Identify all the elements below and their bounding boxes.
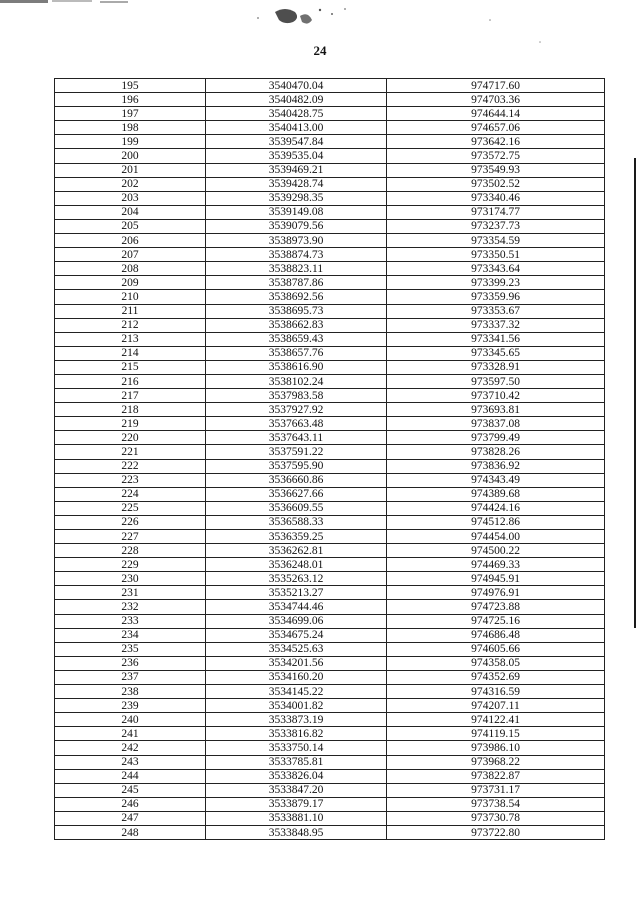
point-number-cell: 241 bbox=[55, 727, 206, 741]
y-coordinate-cell: 973328.91 bbox=[387, 360, 605, 374]
point-number-cell: 231 bbox=[55, 586, 206, 600]
y-coordinate-cell: 973340.46 bbox=[387, 191, 605, 205]
point-number-cell: 235 bbox=[55, 642, 206, 656]
point-number-cell: 218 bbox=[55, 403, 206, 417]
y-coordinate-cell: 973710.42 bbox=[387, 389, 605, 403]
x-coordinate-cell: 3539298.35 bbox=[206, 191, 387, 205]
table-row bbox=[55, 374, 605, 388]
point-number-cell: 221 bbox=[55, 445, 206, 459]
y-coordinate-cell: 973399.23 bbox=[387, 276, 605, 290]
y-coordinate-cell: 973174.77 bbox=[387, 205, 605, 219]
point-number-cell: 232 bbox=[55, 600, 206, 614]
point-number-cell: 210 bbox=[55, 290, 206, 304]
x-coordinate-cell: 3534145.22 bbox=[206, 685, 387, 699]
table-row bbox=[55, 642, 605, 656]
x-coordinate-cell: 3533816.82 bbox=[206, 727, 387, 741]
point-number-cell: 215 bbox=[55, 360, 206, 374]
point-number-cell: 243 bbox=[55, 755, 206, 769]
point-number-cell: 207 bbox=[55, 248, 206, 262]
point-number-cell: 225 bbox=[55, 501, 206, 515]
x-coordinate-cell: 3534699.06 bbox=[206, 614, 387, 628]
table-row bbox=[55, 600, 605, 614]
point-number-cell: 209 bbox=[55, 276, 206, 290]
y-coordinate-cell: 973353.67 bbox=[387, 304, 605, 318]
y-coordinate-cell: 973722.80 bbox=[387, 825, 605, 839]
y-coordinate-cell: 973730.78 bbox=[387, 811, 605, 825]
table-row bbox=[55, 530, 605, 544]
y-coordinate-cell: 973642.16 bbox=[387, 135, 605, 149]
point-number-cell: 213 bbox=[55, 332, 206, 346]
page-number: 24 bbox=[313, 43, 327, 58]
table-row bbox=[55, 191, 605, 205]
x-coordinate-cell: 3538695.73 bbox=[206, 304, 387, 318]
y-coordinate-cell: 974644.14 bbox=[387, 107, 605, 121]
y-coordinate-cell: 974352.69 bbox=[387, 670, 605, 684]
table-row bbox=[55, 79, 605, 93]
x-coordinate-cell: 3538657.76 bbox=[206, 346, 387, 360]
y-coordinate-cell: 973237.73 bbox=[387, 219, 605, 233]
table-row bbox=[55, 614, 605, 628]
point-number-cell: 204 bbox=[55, 205, 206, 219]
y-coordinate-cell: 974976.91 bbox=[387, 586, 605, 600]
table-row bbox=[55, 417, 605, 431]
point-number-cell: 211 bbox=[55, 304, 206, 318]
table-row bbox=[55, 262, 605, 276]
point-number-cell: 233 bbox=[55, 614, 206, 628]
x-coordinate-cell: 3535263.12 bbox=[206, 572, 387, 586]
point-number-cell: 203 bbox=[55, 191, 206, 205]
table-row bbox=[55, 107, 605, 121]
point-number-cell: 198 bbox=[55, 121, 206, 135]
x-coordinate-cell: 3537983.58 bbox=[206, 389, 387, 403]
y-coordinate-cell: 973836.92 bbox=[387, 459, 605, 473]
x-coordinate-cell: 3533826.04 bbox=[206, 769, 387, 783]
x-coordinate-cell: 3539149.08 bbox=[206, 205, 387, 219]
x-coordinate-cell: 3537663.48 bbox=[206, 417, 387, 431]
coordinates-table bbox=[54, 78, 605, 840]
y-coordinate-cell: 974122.41 bbox=[387, 713, 605, 727]
x-coordinate-cell: 3534525.63 bbox=[206, 642, 387, 656]
point-number-cell: 197 bbox=[55, 107, 206, 121]
y-coordinate-cell: 974454.00 bbox=[387, 530, 605, 544]
table-row bbox=[55, 459, 605, 473]
point-number-cell: 245 bbox=[55, 783, 206, 797]
x-coordinate-cell: 3533873.19 bbox=[206, 713, 387, 727]
y-coordinate-cell: 974119.15 bbox=[387, 727, 605, 741]
x-coordinate-cell: 3538874.73 bbox=[206, 248, 387, 262]
table-row bbox=[55, 445, 605, 459]
table-row bbox=[55, 93, 605, 107]
point-number-cell: 248 bbox=[55, 825, 206, 839]
table-row bbox=[55, 332, 605, 346]
y-coordinate-cell: 974469.33 bbox=[387, 558, 605, 572]
point-number-cell: 206 bbox=[55, 234, 206, 248]
y-coordinate-cell: 974358.05 bbox=[387, 656, 605, 670]
y-coordinate-cell: 974500.22 bbox=[387, 544, 605, 558]
x-coordinate-cell: 3538692.56 bbox=[206, 290, 387, 304]
table-row bbox=[55, 558, 605, 572]
x-coordinate-cell: 3536588.33 bbox=[206, 515, 387, 529]
point-number-cell: 227 bbox=[55, 530, 206, 544]
table-row bbox=[55, 699, 605, 713]
point-number-cell: 247 bbox=[55, 811, 206, 825]
y-coordinate-cell: 973799.49 bbox=[387, 431, 605, 445]
x-coordinate-cell: 3536262.81 bbox=[206, 544, 387, 558]
table-row bbox=[55, 572, 605, 586]
y-coordinate-cell: 973350.51 bbox=[387, 248, 605, 262]
y-coordinate-cell: 974343.49 bbox=[387, 473, 605, 487]
table-row bbox=[55, 713, 605, 727]
point-number-cell: 214 bbox=[55, 346, 206, 360]
table-row bbox=[55, 769, 605, 783]
point-number-cell: 201 bbox=[55, 163, 206, 177]
point-number-cell: 222 bbox=[55, 459, 206, 473]
x-coordinate-cell: 3537595.90 bbox=[206, 459, 387, 473]
y-coordinate-cell: 974424.16 bbox=[387, 501, 605, 515]
y-coordinate-cell: 973968.22 bbox=[387, 755, 605, 769]
table-row bbox=[55, 586, 605, 600]
y-coordinate-cell: 974945.91 bbox=[387, 572, 605, 586]
table-row bbox=[55, 219, 605, 233]
point-number-cell: 238 bbox=[55, 685, 206, 699]
point-number-cell: 240 bbox=[55, 713, 206, 727]
y-coordinate-cell: 974725.16 bbox=[387, 614, 605, 628]
x-coordinate-cell: 3539469.21 bbox=[206, 163, 387, 177]
table-row bbox=[55, 360, 605, 374]
point-number-cell: 237 bbox=[55, 670, 206, 684]
table-row bbox=[55, 403, 605, 417]
point-number-cell: 226 bbox=[55, 515, 206, 529]
table-row bbox=[55, 515, 605, 529]
x-coordinate-cell: 3534675.24 bbox=[206, 628, 387, 642]
y-coordinate-cell: 974316.59 bbox=[387, 685, 605, 699]
point-number-cell: 224 bbox=[55, 487, 206, 501]
table-row bbox=[55, 544, 605, 558]
point-number-cell: 246 bbox=[55, 797, 206, 811]
table-row bbox=[55, 755, 605, 769]
table-row bbox=[55, 783, 605, 797]
point-number-cell: 229 bbox=[55, 558, 206, 572]
x-coordinate-cell: 3533848.95 bbox=[206, 825, 387, 839]
table-row bbox=[55, 149, 605, 163]
table-row bbox=[55, 656, 605, 670]
table-row bbox=[55, 825, 605, 839]
y-coordinate-cell: 974389.68 bbox=[387, 487, 605, 501]
y-coordinate-cell: 974703.36 bbox=[387, 93, 605, 107]
point-number-cell: 216 bbox=[55, 374, 206, 388]
point-number-cell: 202 bbox=[55, 177, 206, 191]
x-coordinate-cell: 3537927.92 bbox=[206, 403, 387, 417]
y-coordinate-cell: 973738.54 bbox=[387, 797, 605, 811]
table-row bbox=[55, 318, 605, 332]
table-row bbox=[55, 205, 605, 219]
x-coordinate-cell: 3536359.25 bbox=[206, 530, 387, 544]
x-coordinate-cell: 3538616.90 bbox=[206, 360, 387, 374]
y-coordinate-cell: 973337.32 bbox=[387, 318, 605, 332]
x-coordinate-cell: 3537643.11 bbox=[206, 431, 387, 445]
point-number-cell: 219 bbox=[55, 417, 206, 431]
table-row bbox=[55, 685, 605, 699]
table-row bbox=[55, 234, 605, 248]
table-row bbox=[55, 389, 605, 403]
point-number-cell: 205 bbox=[55, 219, 206, 233]
y-coordinate-cell: 973345.65 bbox=[387, 346, 605, 360]
x-coordinate-cell: 3538662.83 bbox=[206, 318, 387, 332]
y-coordinate-cell: 973597.50 bbox=[387, 374, 605, 388]
table-row bbox=[55, 473, 605, 487]
table-row bbox=[55, 797, 605, 811]
x-coordinate-cell: 3534201.56 bbox=[206, 656, 387, 670]
y-coordinate-cell: 974717.60 bbox=[387, 79, 605, 93]
x-coordinate-cell: 3539535.04 bbox=[206, 149, 387, 163]
y-coordinate-cell: 973549.93 bbox=[387, 163, 605, 177]
x-coordinate-cell: 3539428.74 bbox=[206, 177, 387, 191]
point-number-cell: 242 bbox=[55, 741, 206, 755]
point-number-cell: 236 bbox=[55, 656, 206, 670]
y-coordinate-cell: 973341.56 bbox=[387, 332, 605, 346]
y-coordinate-cell: 973354.59 bbox=[387, 234, 605, 248]
table-row bbox=[55, 431, 605, 445]
point-number-cell: 220 bbox=[55, 431, 206, 445]
point-number-cell: 199 bbox=[55, 135, 206, 149]
table-row bbox=[55, 163, 605, 177]
y-coordinate-cell: 973837.08 bbox=[387, 417, 605, 431]
table-row bbox=[55, 177, 605, 191]
x-coordinate-cell: 3538787.86 bbox=[206, 276, 387, 290]
x-coordinate-cell: 3537591.22 bbox=[206, 445, 387, 459]
x-coordinate-cell: 3538823.11 bbox=[206, 262, 387, 276]
x-coordinate-cell: 3533847.20 bbox=[206, 783, 387, 797]
table-row bbox=[55, 727, 605, 741]
x-coordinate-cell: 3538973.90 bbox=[206, 234, 387, 248]
x-coordinate-cell: 3539547.84 bbox=[206, 135, 387, 149]
point-number-cell: 217 bbox=[55, 389, 206, 403]
y-coordinate-cell: 973693.81 bbox=[387, 403, 605, 417]
y-coordinate-cell: 974686.48 bbox=[387, 628, 605, 642]
point-number-cell: 223 bbox=[55, 473, 206, 487]
x-coordinate-cell: 3534160.20 bbox=[206, 670, 387, 684]
point-number-cell: 196 bbox=[55, 93, 206, 107]
x-coordinate-cell: 3533750.14 bbox=[206, 741, 387, 755]
coordinates-table-body bbox=[55, 79, 605, 840]
point-number-cell: 195 bbox=[55, 79, 206, 93]
table-row bbox=[55, 487, 605, 501]
table-row bbox=[55, 670, 605, 684]
table-row bbox=[55, 121, 605, 135]
y-coordinate-cell: 974723.88 bbox=[387, 600, 605, 614]
point-number-cell: 239 bbox=[55, 699, 206, 713]
x-coordinate-cell: 3538102.24 bbox=[206, 374, 387, 388]
point-number-cell: 228 bbox=[55, 544, 206, 558]
point-number-cell: 230 bbox=[55, 572, 206, 586]
point-number-cell: 200 bbox=[55, 149, 206, 163]
x-coordinate-cell: 3540482.09 bbox=[206, 93, 387, 107]
table-row bbox=[55, 290, 605, 304]
y-coordinate-cell: 974512.86 bbox=[387, 515, 605, 529]
point-number-cell: 234 bbox=[55, 628, 206, 642]
y-coordinate-cell: 973828.26 bbox=[387, 445, 605, 459]
table-row bbox=[55, 501, 605, 515]
x-coordinate-cell: 3540470.04 bbox=[206, 79, 387, 93]
y-coordinate-cell: 973731.17 bbox=[387, 783, 605, 797]
x-coordinate-cell: 3536660.86 bbox=[206, 473, 387, 487]
table-row bbox=[55, 135, 605, 149]
x-coordinate-cell: 3535213.27 bbox=[206, 586, 387, 600]
y-coordinate-cell: 973343.64 bbox=[387, 262, 605, 276]
point-number-cell: 212 bbox=[55, 318, 206, 332]
x-coordinate-cell: 3533879.17 bbox=[206, 797, 387, 811]
x-coordinate-cell: 3540428.75 bbox=[206, 107, 387, 121]
y-coordinate-cell: 973986.10 bbox=[387, 741, 605, 755]
y-coordinate-cell: 973502.52 bbox=[387, 177, 605, 191]
table-row bbox=[55, 741, 605, 755]
x-coordinate-cell: 3540413.00 bbox=[206, 121, 387, 135]
table-row bbox=[55, 628, 605, 642]
x-coordinate-cell: 3534744.46 bbox=[206, 600, 387, 614]
point-number-cell: 208 bbox=[55, 262, 206, 276]
x-coordinate-cell: 3534001.82 bbox=[206, 699, 387, 713]
y-coordinate-cell: 973822.87 bbox=[387, 769, 605, 783]
x-coordinate-cell: 3539079.56 bbox=[206, 219, 387, 233]
x-coordinate-cell: 3536248.01 bbox=[206, 558, 387, 572]
y-coordinate-cell: 974605.66 bbox=[387, 642, 605, 656]
table-row bbox=[55, 811, 605, 825]
x-coordinate-cell: 3538659.43 bbox=[206, 332, 387, 346]
y-coordinate-cell: 973572.75 bbox=[387, 149, 605, 163]
table-row bbox=[55, 346, 605, 360]
x-coordinate-cell: 3536627.66 bbox=[206, 487, 387, 501]
table-row bbox=[55, 248, 605, 262]
table-row bbox=[55, 304, 605, 318]
table-row bbox=[55, 276, 605, 290]
y-coordinate-cell: 974657.06 bbox=[387, 121, 605, 135]
y-coordinate-cell: 973359.96 bbox=[387, 290, 605, 304]
x-coordinate-cell: 3536609.55 bbox=[206, 501, 387, 515]
scan-edge-mark bbox=[634, 158, 636, 628]
x-coordinate-cell: 3533881.10 bbox=[206, 811, 387, 825]
y-coordinate-cell: 974207.11 bbox=[387, 699, 605, 713]
x-coordinate-cell: 3533785.81 bbox=[206, 755, 387, 769]
point-number-cell: 244 bbox=[55, 769, 206, 783]
